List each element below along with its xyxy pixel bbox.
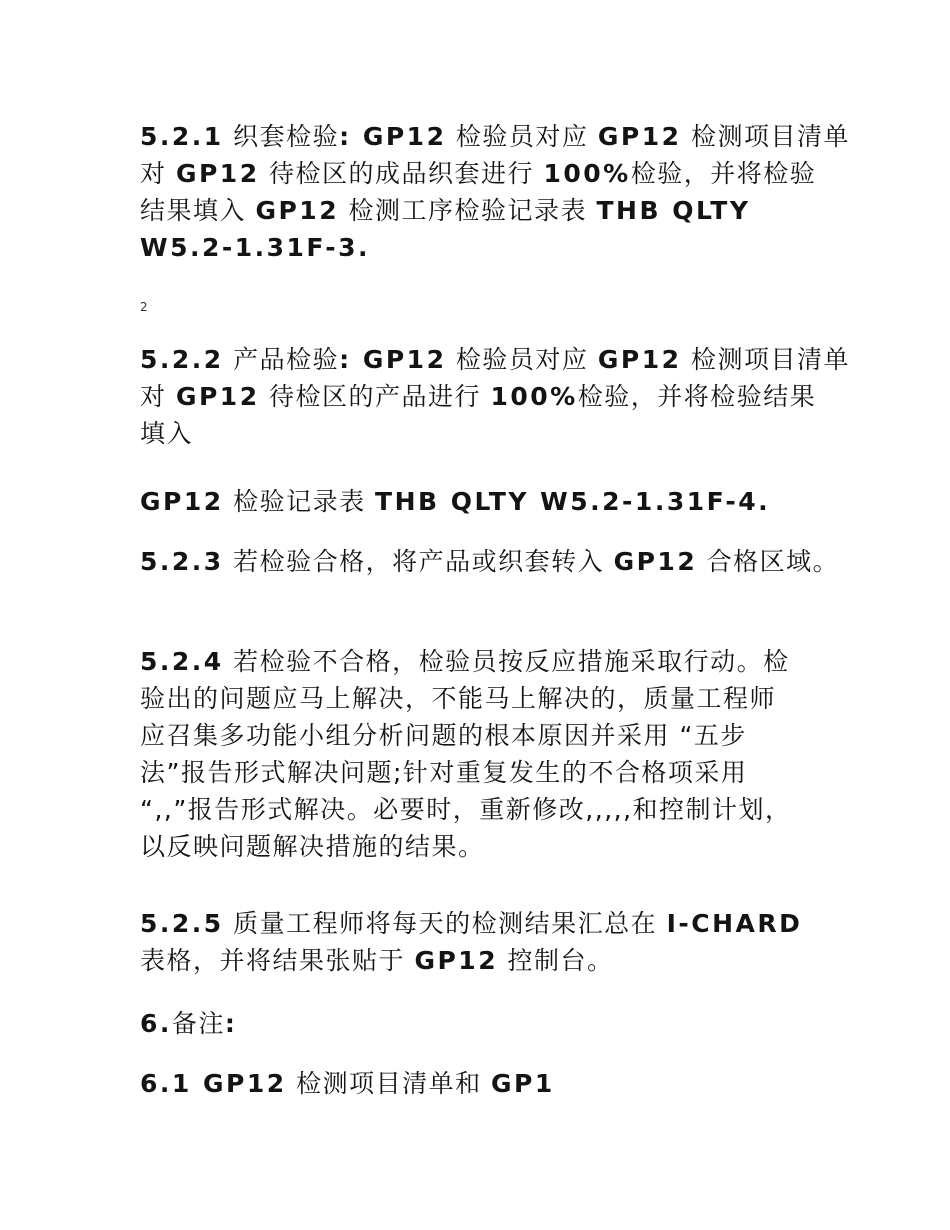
paragraph-line: [140, 155, 820, 192]
text-run: 对: [140, 159, 176, 188]
paragraph-line: [140, 1005, 820, 1042]
text-run: 质量工程师将每天的检测结果汇总在: [223, 909, 667, 938]
text-run: 控制台。: [498, 946, 614, 975]
page-number: 2: [140, 300, 148, 314]
paragraph-line: [140, 543, 840, 580]
paragraph-5-2-3: [140, 543, 840, 580]
paragraph-line: [140, 942, 820, 979]
paragraph-line: [140, 905, 820, 942]
paragraph-6-1: [140, 1065, 820, 1102]
paragraph-line: [140, 341, 850, 378]
paragraph-5-2-5: [140, 905, 820, 979]
bold-run: GP12: [414, 946, 499, 975]
text-run: 检验记录表: [223, 487, 376, 516]
form-code: THB QLTY W5.2-1.31F-4.: [375, 487, 771, 516]
paragraph-line: 法”报告形式解决问题;针对重复发生的不合格项采用: [140, 758, 748, 787]
bold-run: I-CHARD: [666, 909, 803, 938]
text-run: 结果填入: [140, 196, 256, 225]
bold-run: THB QLTY: [596, 196, 751, 225]
text-run: 填入: [140, 419, 194, 448]
text-run: 织套检验: [223, 122, 340, 151]
paragraph-line: [140, 192, 820, 229]
bold-run: :: [224, 1009, 238, 1038]
paragraph-line: 验出的问题应马上解决，不能马上解决的，质量工程师: [140, 684, 777, 713]
paragraph-line: “,,”报告形式解决。必要时，重新修改,,,,,和控制计划，: [140, 795, 792, 824]
text-run: 检测项目清单和: [286, 1069, 492, 1098]
text-run: 待检区的产品进行: [259, 382, 491, 411]
section-number: 6.: [140, 1009, 172, 1038]
paragraph-line: [140, 483, 820, 520]
bold-run: 100%: [490, 382, 578, 411]
section-number: 5.2.3: [140, 547, 224, 576]
paragraph-line: [140, 378, 820, 415]
text-run: 检验员对应: [446, 122, 598, 151]
text-run: 若检验不合格，检验员按反应措施采取行动。检: [223, 647, 790, 676]
text-run: 若检验合格，将产品或织套转入: [223, 547, 614, 576]
text-run: 待检区的成品织套进行: [259, 159, 544, 188]
paragraph-5-2-2: [140, 341, 850, 452]
text-run: 检验，并将检验: [630, 159, 817, 188]
bold-run: GP12: [597, 345, 682, 374]
paragraph-line: [140, 118, 850, 155]
bold-run: GP12: [175, 159, 260, 188]
text-run: 检验员对应: [446, 345, 598, 374]
text-run: 合格区域。: [697, 547, 840, 576]
section-number: 5.2.4: [140, 647, 224, 676]
paragraph-line: [140, 643, 820, 680]
text-run: 检测项目清单: [681, 345, 850, 374]
paragraph-5-2-4: [140, 643, 820, 865]
bold-run: 100%: [543, 159, 631, 188]
text-run: 对: [140, 382, 176, 411]
form-code: W5.2-1.31F-3.: [140, 233, 370, 262]
bold-run: GP12: [597, 122, 682, 151]
text-run: 表格，并将结果张贴于: [140, 946, 415, 975]
paragraph-line: [140, 1065, 820, 1102]
text-run: 产品检验: [223, 345, 340, 374]
paragraph-line: 以反映问题解决措施的结果。: [140, 832, 485, 861]
text-run: 检测项目清单: [681, 122, 850, 151]
paragraph-line: [140, 415, 820, 452]
text-run: 检测工序检验记录表: [339, 196, 597, 225]
bold-run: : GP12: [339, 122, 447, 151]
section-number: 5.2.5: [140, 909, 224, 938]
paragraph-5-2-2-form: [140, 483, 820, 520]
section-number: 5.2.2: [140, 345, 224, 374]
text-run: 检验，并将检验结果: [577, 382, 817, 411]
paragraph-5-2-1: [140, 118, 850, 266]
paragraph-line: [140, 229, 820, 266]
bold-run: GP1: [491, 1069, 555, 1098]
section-number: 5.2.1: [140, 122, 224, 151]
bold-run: : GP12: [339, 345, 447, 374]
bold-run: GP12: [140, 487, 224, 516]
paragraph-line: 应召集多功能小组分析问题的根本原因并采用 “五步: [140, 721, 747, 750]
bold-run: GP12: [255, 196, 340, 225]
section-6-heading: [140, 1005, 820, 1042]
section-number: 6.1 GP12: [140, 1069, 287, 1098]
bold-run: GP12: [175, 382, 260, 411]
bold-run: GP12: [613, 547, 698, 576]
text-run: 备注: [171, 1009, 225, 1038]
